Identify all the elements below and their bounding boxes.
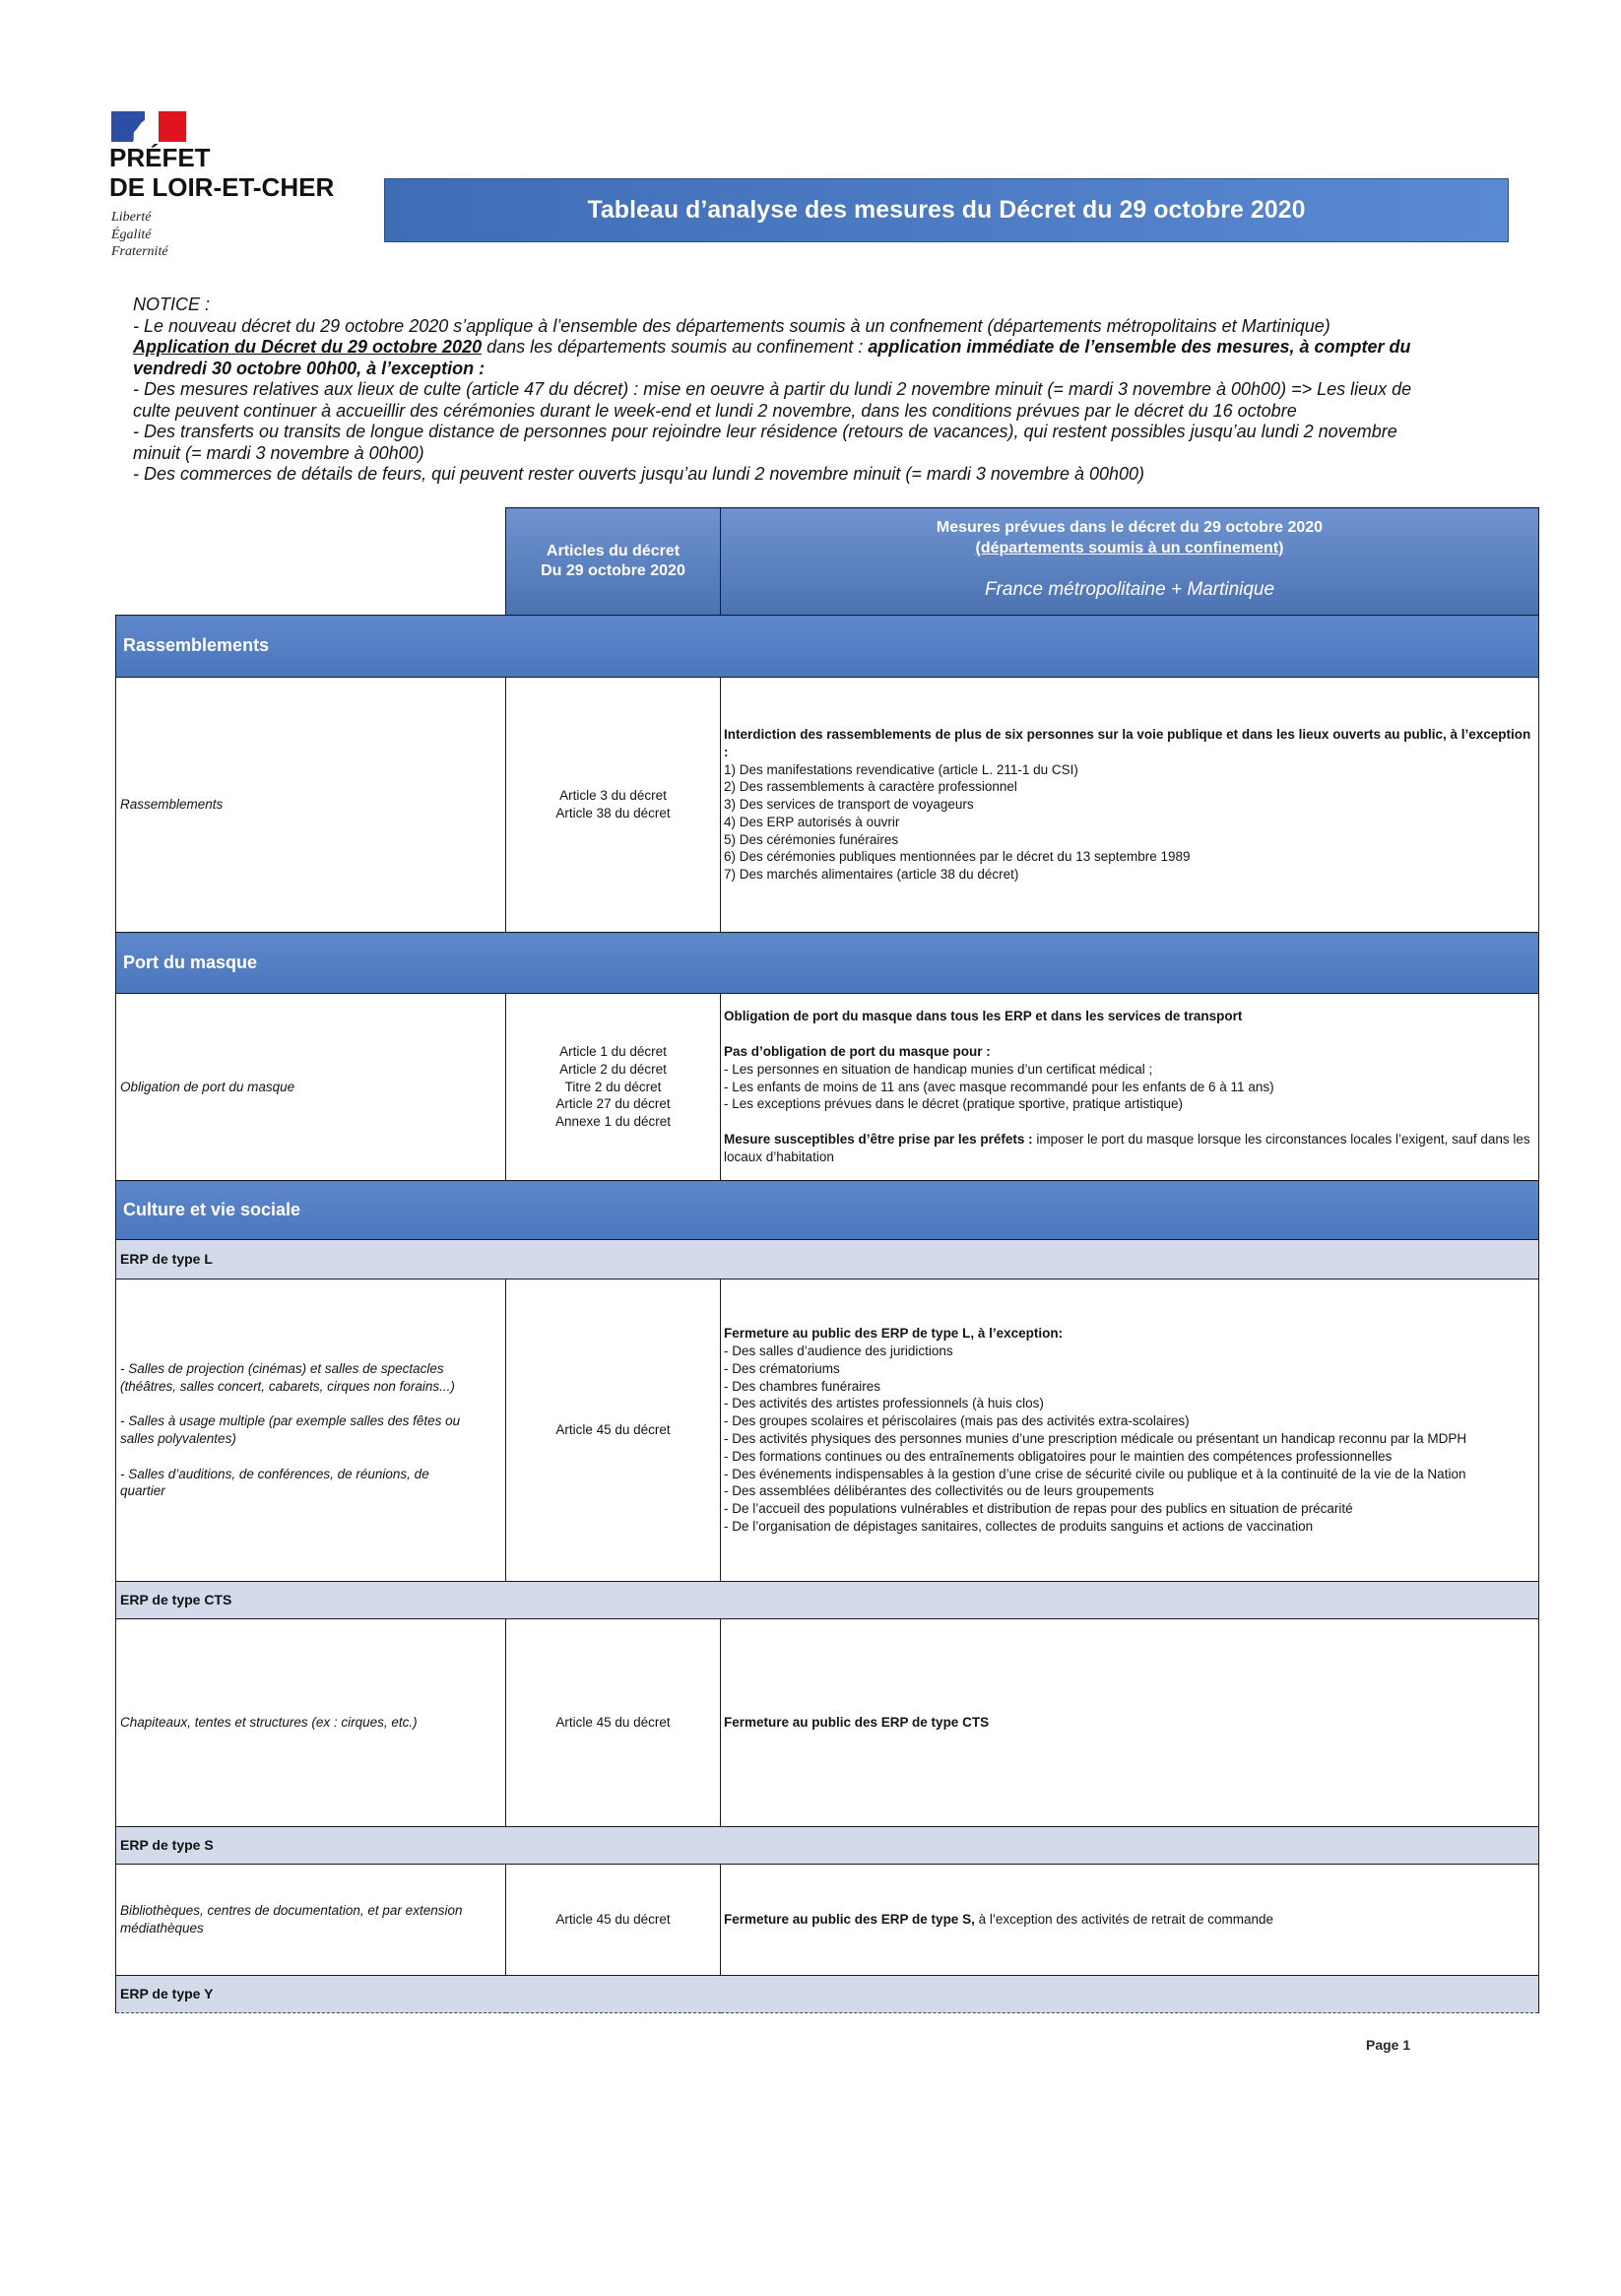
subject-cell	[116, 1619, 506, 1827]
measures-cell	[721, 678, 1539, 933]
list-item: - De l’accueil des populations vulnérables et distribution de repas pour des publics en situation de précarité	[724, 1501, 1353, 1517]
articles-cell	[506, 994, 721, 1181]
list-item: - Des salles d’audience des juridictions	[724, 1344, 953, 1359]
subsection-erp-type-cts: ERP de type CTS	[116, 1582, 1539, 1619]
measure-statement-bold: Fermeture au public des ERP de type S,	[724, 1912, 975, 1928]
section-row	[116, 933, 1539, 994]
list-item: - Des événements indispensables à la gestion d’une crise de sécurité civile ou publique et à la continuité de la vie de la Nation	[724, 1466, 1466, 1481]
notice-application-effect: application immédiate de l’ensemble des mesures, à compter du	[868, 337, 1411, 357]
list-item: - Des formations continues ou des entraînements obligatoires pour le maintien des compétences professionnelles	[724, 1448, 1393, 1464]
measure-heading: Fermeture au public des ERP de type CTS	[724, 1715, 990, 1731]
article-reference: Article 45 du décret	[555, 1715, 671, 1731]
measures-cell	[721, 1279, 1539, 1582]
motto-egalite: Égalité	[111, 227, 152, 242]
header-articles-line-2: Du 29 octobre 2020	[541, 562, 685, 579]
venue-item: Bibliothèques, centres de documentation, et par extension médiathèques	[120, 1903, 463, 1935]
list-item: 7) Des marchés alimentaires (article 38 du décret)	[724, 867, 1019, 883]
subject-cell	[116, 994, 506, 1181]
venue-item: - Salles de projection (cinémas) et salles de spectacles (théâtres, salles concert, cabarets, cirques non forains...)	[120, 1360, 455, 1394]
prefect-measure-label: Mesure susceptibles d’être prise par les préfets :	[724, 1131, 1033, 1147]
prefet-line-1: PRÉFET	[109, 143, 211, 172]
notice-intro: - Le nouveau décret du 29 octobre 2020 s’applique à l’ensemble des départements soumis à un confnement (départements métropolitains et Martinique)	[133, 315, 1330, 336]
venue-item: - Salles d’auditions, de conférences, de réunions, de quartier	[120, 1466, 429, 1499]
article-reference: Titre 2 du décret	[564, 1079, 662, 1094]
list-item: 1) Des manifestations revendicative (article L. 211-1 du CSI)	[724, 761, 1078, 777]
marianne-logo-icon	[111, 111, 186, 142]
articles-cell	[506, 678, 721, 933]
document-title-banner	[384, 178, 1509, 242]
prefect-measure	[724, 1131, 1534, 1166]
section-row	[116, 1181, 1539, 1240]
list-item: 6) Des cérémonies publiques mentionnées par le décret du 13 septembre 1989	[724, 849, 1191, 865]
page-number: Page 1	[1366, 2037, 1411, 2053]
header-empty-cell	[116, 508, 506, 616]
measure-statement	[724, 1911, 1534, 1929]
list-item: 3) Des services de transport de voyageurs	[724, 797, 974, 813]
document-title: Tableau d’analyse des mesures du Décret du 29 octobre 2020	[587, 196, 1306, 224]
subject-cell	[116, 1865, 506, 1976]
subsection-row	[116, 1582, 1539, 1619]
list-item: - Des activités des artistes professionnels (à huis clos)	[724, 1396, 1044, 1411]
list-item: 5) Des cérémonies funéraires	[724, 831, 899, 847]
measure-heading: Pas d’obligation de port du masque pour :	[724, 1044, 991, 1059]
article-reference: Annexe 1 du décret	[554, 1114, 672, 1130]
section-rassemblements: Rassemblements	[116, 616, 1539, 678]
list-item: - Des groupes scolaires et périscolaires (mais pas des activités extra-scolaires)	[724, 1413, 1190, 1429]
header-measures-scope: (départements soumis à un confinement)	[975, 540, 1284, 557]
header-articles-cell	[506, 508, 721, 616]
subject-label: Rassemblements	[120, 797, 224, 813]
list-item: - Les enfants de moins de 11 ans (avec masque recommandé pour les enfants de 6 à 11 ans)	[724, 1079, 1274, 1094]
list-item: - Des chambres funéraires	[724, 1378, 881, 1394]
articles-cell	[506, 1865, 721, 1976]
notice-exception-transferts: - Des transferts ou transits de longue distance de personnes pour rejoindre leur résidence (retours de vacances), qui restent possibles jusqu’au lundi 2 novembre	[133, 422, 1397, 441]
measure-heading: Interdiction des rassemblements de plus de six personnes sur la voie publique et dans les lieux ouverts au public, à l’exception :	[724, 726, 1531, 759]
subsection-erp-type-l: ERP de type L	[116, 1240, 1539, 1279]
article-reference: Article 3 du décret	[559, 788, 667, 804]
section-row	[116, 616, 1539, 678]
article-reference: Article 45 du décret	[555, 1422, 671, 1438]
notice-application-title: Application du Décret du 29 octobre 2020	[133, 337, 483, 357]
motto-fraternite: Fraternité	[111, 244, 168, 259]
subsection-row	[116, 1827, 1539, 1865]
header-measures-territory: France métropolitaine + Martinique	[984, 579, 1275, 600]
notice-exception-commerces: - Des commerces de détails de feurs, qui peuvent rester ouverts jusqu’au lundi 2 novembre minuit (= mardi 3 novembre à 00h00)	[133, 464, 1145, 484]
list-item: - Des crématoriums	[724, 1360, 840, 1376]
article-reference: Article 2 du décret	[559, 1061, 667, 1077]
notice-application-line	[133, 337, 1411, 359]
table-header-row	[116, 508, 1539, 616]
notice-exception-culte-continued: culte peuvent continuer à accueillir des cérémonies durant le week-end et lundi 2 novembre, dans les conditions prévues par le décret du 16 octobre	[133, 400, 1297, 421]
notice-block	[133, 295, 1411, 486]
measures-cell	[721, 1619, 1539, 1827]
measures-cell	[721, 994, 1539, 1181]
subsection-row	[116, 1976, 1539, 2013]
subject-cell	[116, 678, 506, 933]
notice-application-effect-continued: vendredi 30 octobre 00h00, à l’exception :	[133, 358, 486, 378]
prefet-line-2: DE LOIR-ET-CHER	[109, 172, 335, 202]
notice-exception-transferts-continued: minuit (= mardi 3 novembre à 00h00)	[133, 442, 424, 463]
republic-motto	[111, 209, 168, 261]
article-reference: Article 38 du décret	[555, 806, 671, 820]
table-row	[116, 1619, 1539, 1827]
list-item: 2) Des rassemblements à caractère professionnel	[724, 779, 1017, 795]
venue-item: - Salles à usage multiple (par exemple salles des fêtes ou salles polyvalentes)	[120, 1413, 461, 1446]
measures-cell	[721, 1865, 1539, 1976]
notice-application-text: dans les départements soumis au confinement :	[482, 337, 869, 357]
article-reference: Article 1 du décret	[559, 1044, 667, 1059]
subsection-erp-type-s: ERP de type S	[116, 1827, 1539, 1865]
table-row	[116, 1865, 1539, 1976]
notice-heading: NOTICE :	[133, 295, 211, 314]
table-row	[116, 1279, 1539, 1582]
table-row	[116, 678, 1539, 933]
venue-item: Chapiteaux, tentes et structures (ex : cirques, etc.)	[120, 1715, 418, 1731]
prefecture-name	[109, 143, 334, 202]
header-measures-cell	[721, 508, 1539, 616]
subsection-erp-type-y: ERP de type Y	[116, 1976, 1539, 2013]
measure-heading: Obligation de port du masque dans tous les ERP et dans les services de transport	[724, 1009, 1243, 1024]
subsection-row	[116, 1240, 1539, 1279]
list-item: - Des assemblées délibérantes des collectivités ou de leurs groupements	[724, 1483, 1154, 1499]
list-item: - De l’organisation de dépistages sanitaires, collectes de produits sanguins et actions de vaccination	[724, 1518, 1314, 1534]
section-port-du-masque: Port du masque	[116, 933, 1539, 994]
article-reference: Article 27 du décret	[555, 1096, 671, 1112]
measure-heading: Fermeture au public des ERP de type L, à l’exception:	[724, 1326, 1064, 1342]
subject-label: Obligation de port du masque	[120, 1079, 295, 1094]
articles-cell	[506, 1619, 721, 1827]
list-item: - Les personnes en situation de handicap munies d’un certificat médical ;	[724, 1061, 1153, 1077]
articles-cell	[506, 1279, 721, 1582]
list-item: - Les exceptions prévues dans le décret (pratique sportive, pratique artistique)	[724, 1096, 1184, 1112]
subject-cell	[116, 1279, 506, 1582]
section-culture-vie-sociale: Culture et vie sociale	[116, 1181, 1539, 1240]
prefect-measure-text: imposer le port du masque lorsque les circonstances locales l’exigent, sauf dans les locaux d’habitation	[724, 1131, 1530, 1164]
article-reference: Article 45 du décret	[555, 1912, 671, 1928]
table-row	[116, 994, 1539, 1181]
header-measures-title: Mesures prévues dans le décret du 29 octobre 2020	[936, 519, 1324, 536]
motto-liberte: Liberté	[111, 210, 152, 225]
notice-exception-culte: - Des mesures relatives aux lieux de culte (article 47 du décret) : mise en oeuvre à partir du lundi 2 novembre minuit (= mardi 3 novembre à 00h00) => Les lieux de	[133, 379, 1412, 399]
measure-statement-text: à l’exception des activités de retrait de commande	[974, 1912, 1273, 1928]
list-item: - Des activités physiques des personnes munies d’une prescription médicale ou présentant un handicap reconnu par la MDPH	[724, 1431, 1467, 1446]
measures-analysis-table	[115, 507, 1539, 2013]
list-item: 4) Des ERP autorisés à ouvrir	[724, 814, 900, 829]
header-articles-line-1: Articles du décret	[546, 542, 681, 559]
